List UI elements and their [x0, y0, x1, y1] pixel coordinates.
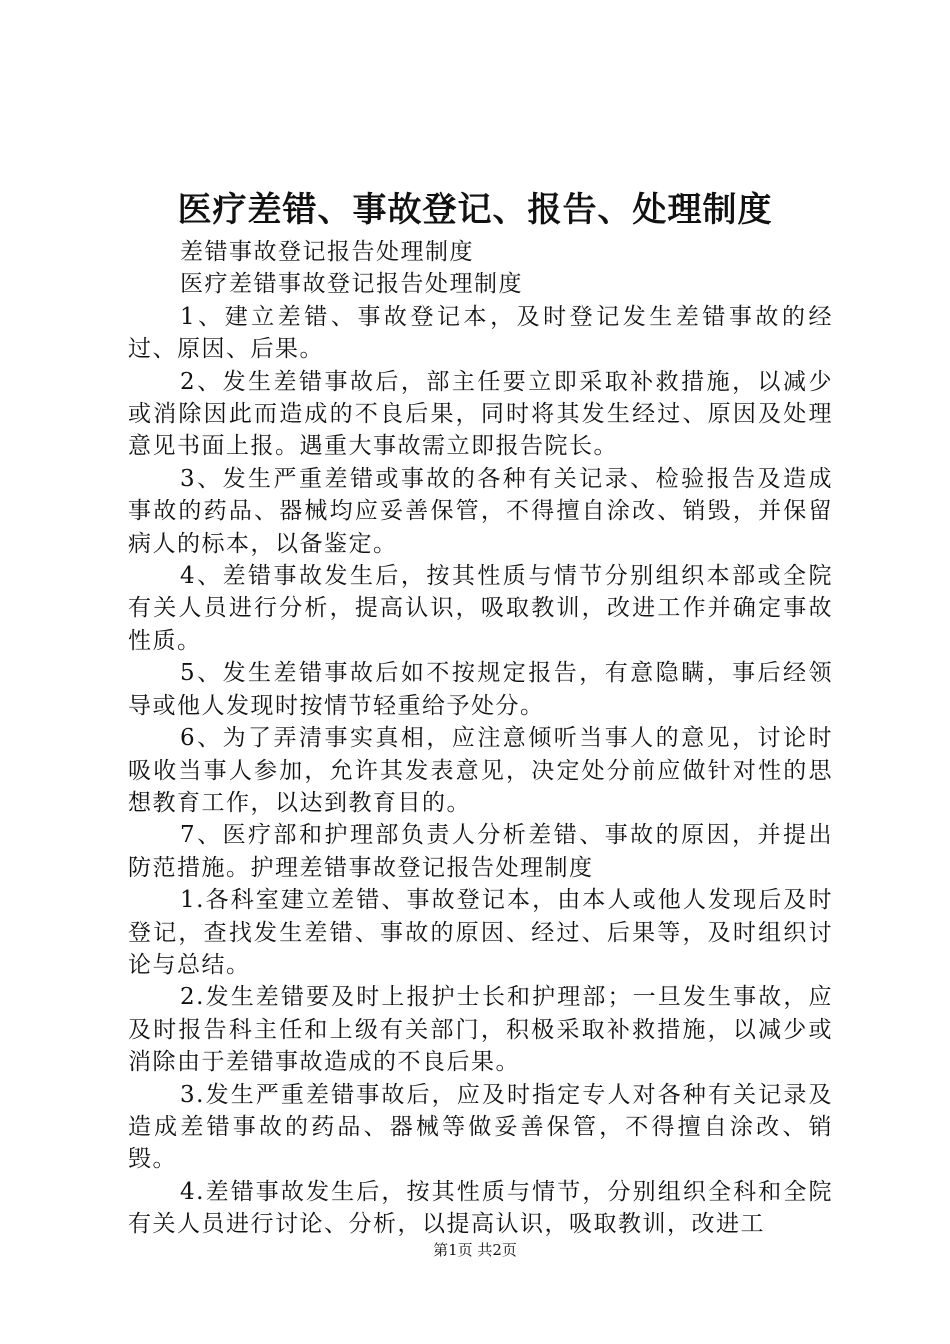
paragraph: 5、发生差错事故后如不按规定报告，有意隐瞒，事后经领导或他人发现时按情节轻重给予处分。: [128, 660, 833, 719]
page-number-footer: 第1页 共2页: [433, 1241, 517, 1259]
paragraph: 2、发生差错事故后，部主任要立即采取补救措施，以减少或消除因此而造成的不良后果，同时将其发生经过、原因及处理意见书面上报。遇重大事故需立即报告院长。: [128, 368, 833, 460]
paragraph: 1.各科室建立差错、事故登记本，由本人或他人发现后及时登记，查找发生差错、事故的原因、经过、后果等，及时组织讨论与总结。: [128, 887, 833, 978]
document-title: 医疗差错、事故登记、报告、处理制度: [177, 190, 773, 230]
paragraph: 1、建立差错、事故登记本，及时登记发生差错事故的经过、原因、后果。: [128, 303, 833, 363]
paragraph: 差错事故登记报告处理制度: [180, 239, 474, 265]
paragraph: 7、医疗部和护理部负责人分析差错、事故的原因，并提出防范措施。护理差错事故登记报告处理制度: [128, 822, 833, 881]
paragraph: 6、为了弄清事实真相，应注意倾听当事人的意见，讨论时吸收当事人参加，允许其发表意见，决定处分前应做针对性的思想教育工作，以达到教育目的。: [128, 725, 833, 816]
paragraph: 2.发生差错要及时上报护士长和护理部；一旦发生事故，应及时报告科主任和上级有关部门，积极采取补救措施，以减少或消除由于差错事故造成的不良后果。: [128, 984, 833, 1076]
paragraph: 3.发生严重差错事故后，应及时指定专人对各种有关记录及造成差错事故的药品、器械等做妥善保管，不得擅自涂改、销毁。: [128, 1081, 833, 1173]
paragraph: 3、发生严重差错或事故的各种有关记录、检验报告及造成事故的药品、器械均应妥善保管，不得擅自涂改、销毁，并保留病人的标本，以备鉴定。: [128, 465, 833, 557]
document-body: [128, 236, 833, 1241]
paragraph: 医疗差错事故登记报告处理制度: [180, 271, 523, 298]
paragraph: 4.差错事故发生后，按其性质与情节，分别组织全科和全院有关人员进行讨论、分析，以提高认识，吸取教训，改进工: [128, 1178, 833, 1238]
paragraph: 4、差错事故发生后，按其性质与情节分别组织本部或全院有关人员进行分析，提高认识，吸取教训，改进工作并确定事故性质。: [128, 563, 833, 654]
